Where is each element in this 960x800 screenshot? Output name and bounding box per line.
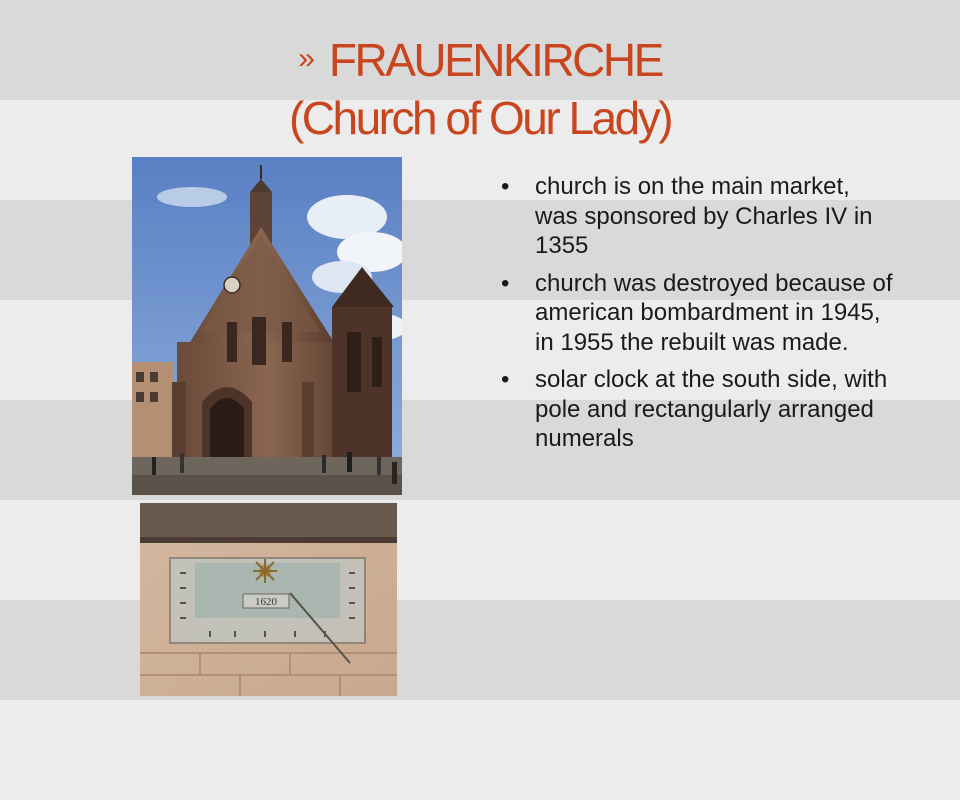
sundial-year-text: 1620 [255,596,277,608]
slide-title-line2: (Church of Our Lady) [288,92,672,144]
bullet-dot: • [501,173,510,200]
bullet-item [500,172,895,261]
bullet-list [500,172,895,462]
title-marker: » [298,42,315,75]
bullet-dot: • [501,366,510,393]
slide-title [0,30,960,147]
bullet-text: solar clock at the south side, with pole and rectangularly arranged numerals [535,366,888,452]
bullet-text: church is on the main market, was sponsored by Charles IV in 1355 [535,173,873,259]
slide-title-line1 [0,30,960,89]
title-text-line1: FRAUENKIRCHE [328,34,662,86]
bullet-text: church was destroyed because of american bombardment in 1945, in 1955 the rebuilt was made. [535,269,893,356]
church-photo [132,157,402,495]
bullet-item [500,365,895,454]
bullet-item [500,269,895,358]
sundial-photo [140,503,397,696]
background-stripe [0,700,960,800]
bullet-dot: • [501,269,510,297]
